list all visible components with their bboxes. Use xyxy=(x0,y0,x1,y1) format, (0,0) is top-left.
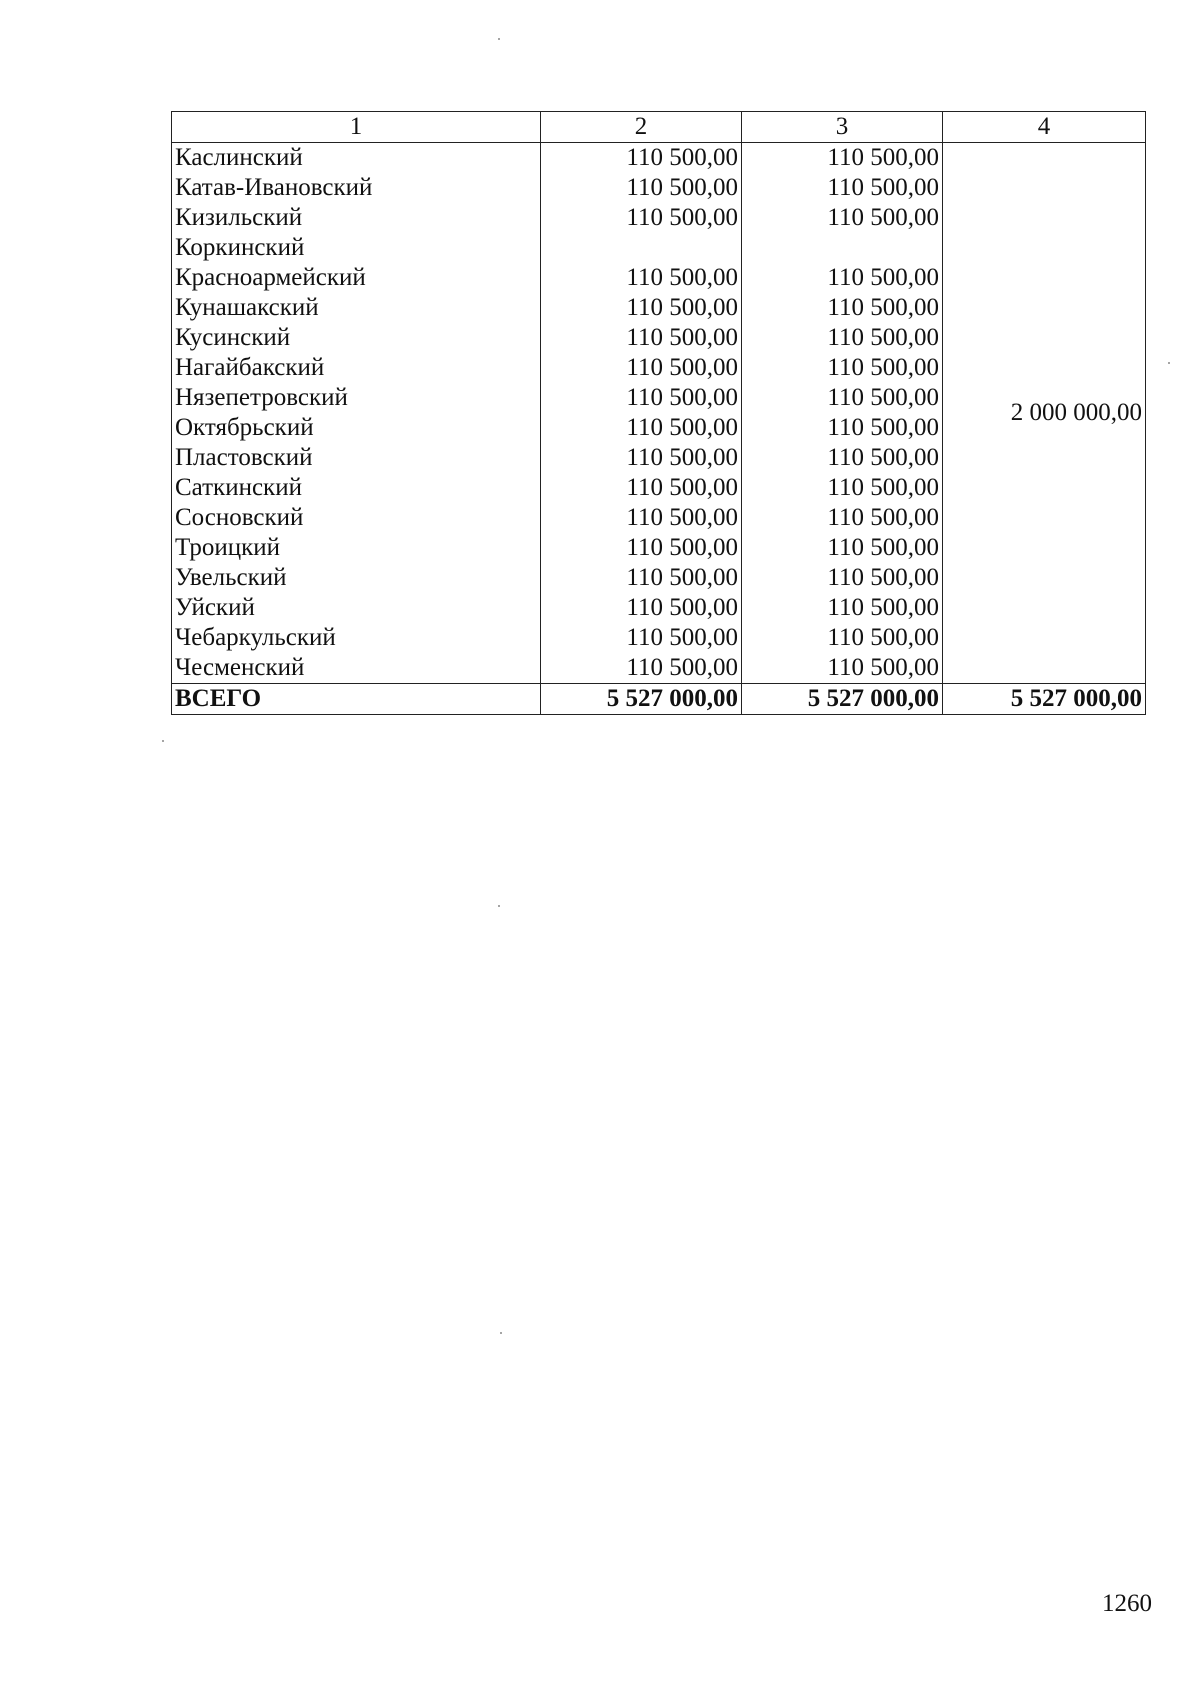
col3-value: 110 500,00 xyxy=(742,143,943,174)
col2-value: 110 500,00 xyxy=(541,413,742,443)
col3-value: 110 500,00 xyxy=(742,353,943,383)
col2-value: 110 500,00 xyxy=(541,623,742,653)
col2-value: 110 500,00 xyxy=(541,173,742,203)
col2-value: 110 500,00 xyxy=(541,443,742,473)
district-name: Саткинский xyxy=(172,473,541,503)
district-name: Уйский xyxy=(172,593,541,623)
col3-value: 110 500,00 xyxy=(742,563,943,593)
col3-value: 110 500,00 xyxy=(742,473,943,503)
total-col3: 5 527 000,00 xyxy=(742,684,943,715)
col3-value: 110 500,00 xyxy=(742,653,943,684)
col2-value: 110 500,00 xyxy=(541,323,742,353)
col2-value: 110 500,00 xyxy=(541,143,742,174)
col3-value: 110 500,00 xyxy=(742,533,943,563)
district-name: Чесменский xyxy=(172,653,541,684)
col4-merged-value: 2 000 000,00 xyxy=(943,143,1146,684)
allocation-table xyxy=(171,111,1146,715)
header-col-2: 2 xyxy=(541,112,742,143)
col2-value: 110 500,00 xyxy=(541,563,742,593)
col2-value: 110 500,00 xyxy=(541,263,742,293)
district-name: Катав-Ивановский xyxy=(172,173,541,203)
col2-value: 110 500,00 xyxy=(541,533,742,563)
col3-value: 110 500,00 xyxy=(742,173,943,203)
col2-value: 110 500,00 xyxy=(541,503,742,533)
district-name: Пластовский xyxy=(172,443,541,473)
col2-value: 110 500,00 xyxy=(541,383,742,413)
col3-value: 110 500,00 xyxy=(742,503,943,533)
scan-speck xyxy=(1168,362,1170,364)
scan-speck xyxy=(498,38,500,40)
col3-value: 110 500,00 xyxy=(742,383,943,413)
total-col4: 5 527 000,00 xyxy=(943,684,1146,715)
header-col-4: 4 xyxy=(943,112,1146,143)
col3-value: 110 500,00 xyxy=(742,443,943,473)
col2-value: 110 500,00 xyxy=(541,293,742,323)
col2-value: 110 500,00 xyxy=(541,593,742,623)
district-name: Сосновский xyxy=(172,503,541,533)
col3-value: 110 500,00 xyxy=(742,293,943,323)
page-number: 1260 xyxy=(1102,1590,1152,1617)
scan-speck xyxy=(500,1332,502,1334)
district-name: Коркинский xyxy=(172,233,541,263)
district-name: Увельский xyxy=(172,563,541,593)
table-row xyxy=(172,143,1146,174)
district-name: Каслинский xyxy=(172,143,541,174)
district-name: Красноармейский xyxy=(172,263,541,293)
col2-value: 110 500,00 xyxy=(541,473,742,503)
col2-value xyxy=(541,233,742,263)
table-body xyxy=(172,143,1146,715)
col3-value: 110 500,00 xyxy=(742,593,943,623)
district-name: Кусинский xyxy=(172,323,541,353)
district-name: Чебаркульский xyxy=(172,623,541,653)
district-name: Кизильский xyxy=(172,203,541,233)
district-name: Троицкий xyxy=(172,533,541,563)
col3-value: 110 500,00 xyxy=(742,263,943,293)
header-row xyxy=(172,112,1146,143)
district-name: Октябрьский xyxy=(172,413,541,443)
col2-value: 110 500,00 xyxy=(541,203,742,233)
total-row xyxy=(172,684,1146,715)
col3-value: 110 500,00 xyxy=(742,623,943,653)
col2-value: 110 500,00 xyxy=(541,353,742,383)
col3-value: 110 500,00 xyxy=(742,323,943,353)
header-col-3: 3 xyxy=(742,112,943,143)
allocation-table-container xyxy=(171,111,1145,715)
district-name: Нязепетровский xyxy=(172,383,541,413)
scan-speck xyxy=(498,905,500,907)
total-col2: 5 527 000,00 xyxy=(541,684,742,715)
col3-value: 110 500,00 xyxy=(742,413,943,443)
district-name: Нагайбакский xyxy=(172,353,541,383)
district-name: Кунашакский xyxy=(172,293,541,323)
total-label: ВСЕГО xyxy=(172,684,541,715)
header-col-1: 1 xyxy=(172,112,541,143)
col3-value: 110 500,00 xyxy=(742,203,943,233)
scan-speck xyxy=(162,740,164,742)
col2-value: 110 500,00 xyxy=(541,653,742,684)
col3-value xyxy=(742,233,943,263)
